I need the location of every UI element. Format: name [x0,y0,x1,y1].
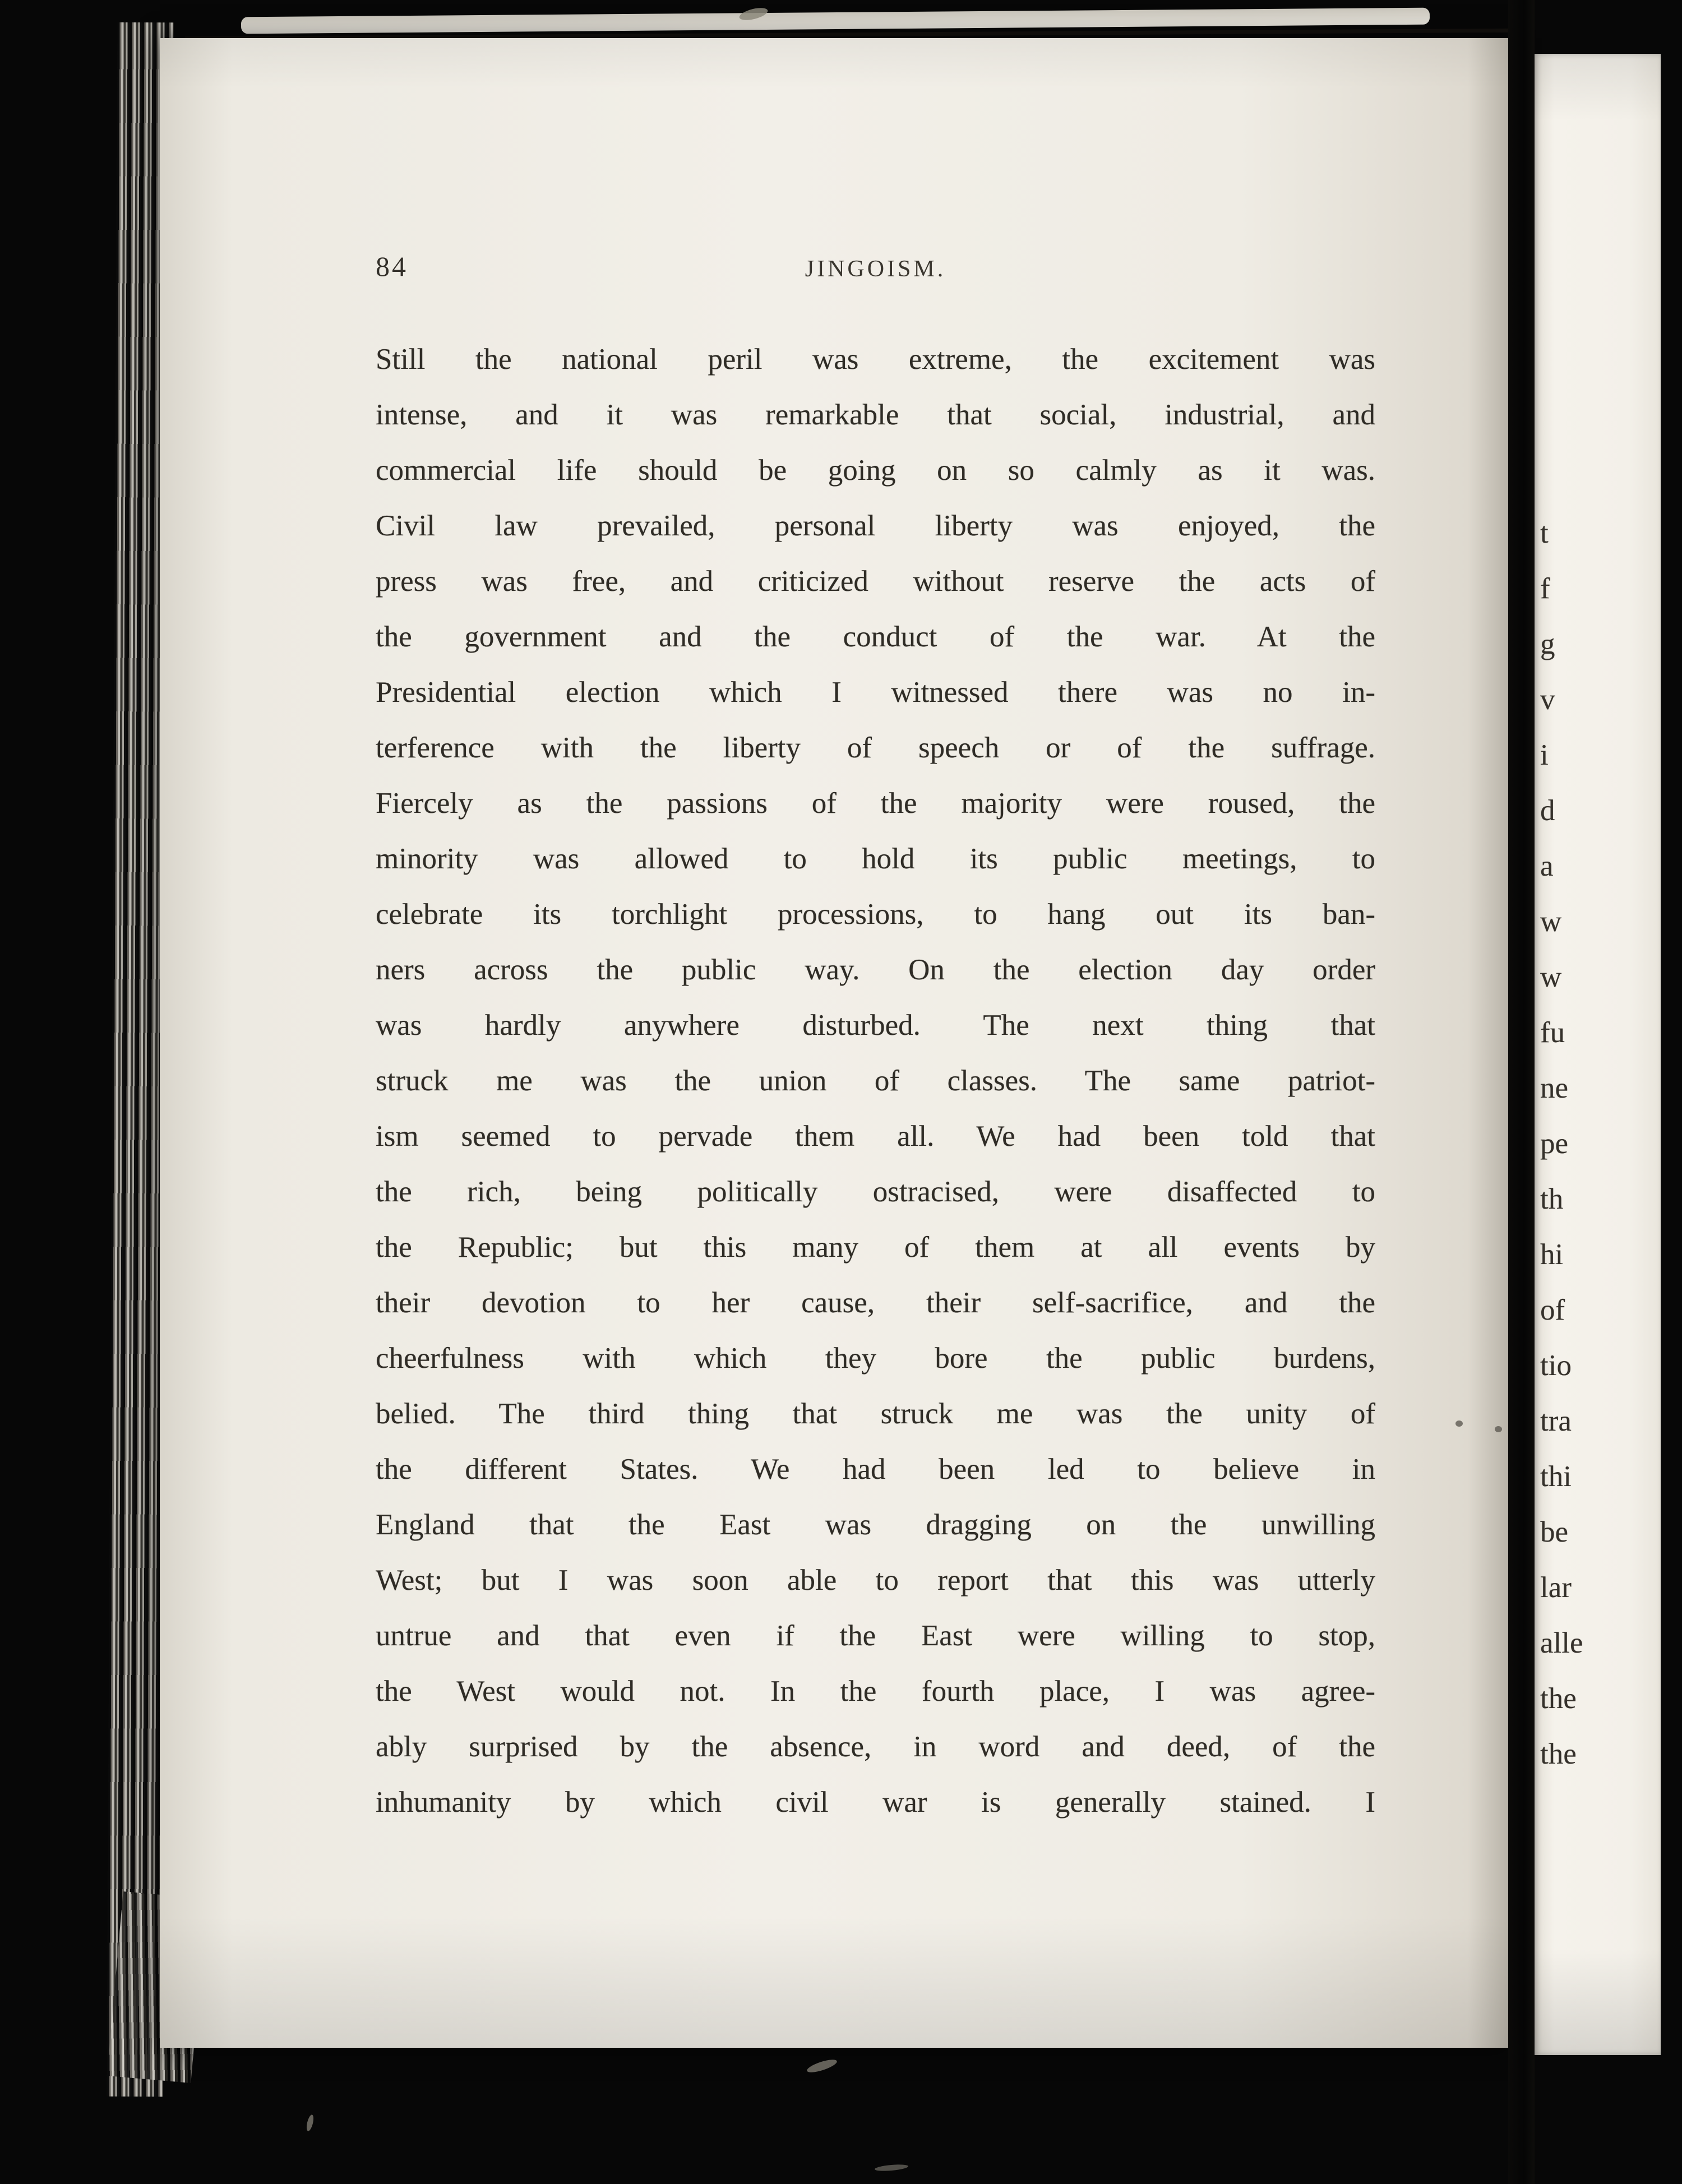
facing-page-fragment: lar [1540,1571,1572,1604]
body-line: belied. The third thing that struck me was the unity of [376,1398,1375,1430]
facing-page-fragment: of [1540,1294,1565,1326]
facing-page-fragment: d [1540,794,1555,827]
facing-page-fragment: hi [1540,1238,1564,1271]
body-line: was hardly anywhere disturbed. The next thing that [376,1009,1375,1042]
facing-page-strip [1535,54,1661,2055]
facing-page-fragment: i [1540,739,1549,771]
running-header: JINGOISM. [805,256,946,282]
facing-page-fragment: tio [1540,1349,1572,1382]
body-line: terference with the liberty of speech or of the suffrage. [376,732,1375,764]
facing-page-fragment: f [1540,572,1550,605]
body-text [376,332,1375,1830]
facing-page-fragment: the [1540,1738,1577,1770]
body-line: cheerfulness with which they bore the public burdens, [376,1342,1375,1375]
facing-page-fragment: t [1540,517,1549,549]
facing-page-fragment: w [1540,961,1562,993]
body-line: the different States. We had been led to believe in [376,1453,1375,1486]
body-line: untrue and that even if the East were willing to stop, [376,1620,1375,1652]
facing-page-fragment: ne [1540,1072,1569,1104]
body-line: the Republic; but this many of them at all events by [376,1231,1375,1264]
body-line: ism seemed to pervade them all. We had been told that [376,1120,1375,1153]
body-line: intense, and it was remarkable that social, industrial, and [376,399,1375,431]
body-line: Presidential election which I witnessed there was no in- [376,676,1375,709]
body-line: England that the East was dragging on the unwilling [376,1509,1375,1541]
scan-artifact [875,2163,909,2172]
body-line: Still the national peril was extreme, the excitement was [376,343,1375,376]
body-line: the government and the conduct of the war. At the [376,621,1375,653]
body-line: struck me was the union of classes. The same patriot- [376,1065,1375,1097]
body-line: commercial life should be going on so calmly as it was. [376,454,1375,487]
book-page [160,38,1508,2048]
body-line: Fiercely as the passions of the majority were roused, the [376,787,1375,820]
facing-page-fragment: th [1540,1183,1564,1215]
body-line: ners across the public way. On the election day order [376,954,1375,986]
body-line: ably surprised by the absence, in word and deed, of the [376,1730,1375,1763]
facing-page-fragment: fu [1540,1016,1565,1049]
facing-page-fragment: v [1540,683,1555,716]
body-line: their devotion to her cause, their self-sacrifice, and the [376,1287,1375,1319]
body-line: West; but I was soon able to report that this was utterly [376,1564,1375,1597]
facing-page-fragment: the [1540,1682,1577,1715]
facing-page-fragment: tra [1540,1405,1572,1437]
scan-artifact [806,2057,838,2075]
facing-page-fragment: alle [1540,1627,1583,1659]
facing-page-fragment: pe [1540,1127,1569,1160]
body-line: minority was allowed to hold its public meetings, to [376,843,1375,875]
body-line: the rich, being politically ostracised, were disaffected to [376,1176,1375,1208]
scan-speck [1455,1420,1463,1427]
scan-speck [1495,1426,1502,1432]
page-number: 84 [376,251,408,282]
facing-page-fragment: g [1540,628,1555,660]
facing-page-fragment: a [1540,850,1554,882]
body-line: celebrate its torchlight processions, to hang out its ban- [376,898,1375,931]
scan-artifact [306,2114,315,2132]
body-line: press was free, and criticized without reserve the acts of [376,565,1375,598]
facing-page-text-fragments [1540,506,1583,1782]
facing-page-fragment: w [1540,905,1562,938]
body-line: inhumanity by which civil war is generally stained. I [376,1786,1375,1819]
facing-page-fragment: thi [1540,1460,1572,1493]
facing-page-fragment: be [1540,1516,1569,1548]
page-gutter-shadow [1508,0,1535,2184]
body-line: the West would not. In the fourth place, I was agree- [376,1675,1375,1708]
body-line: Civil law prevailed, personal liberty was enjoyed, the [376,510,1375,542]
